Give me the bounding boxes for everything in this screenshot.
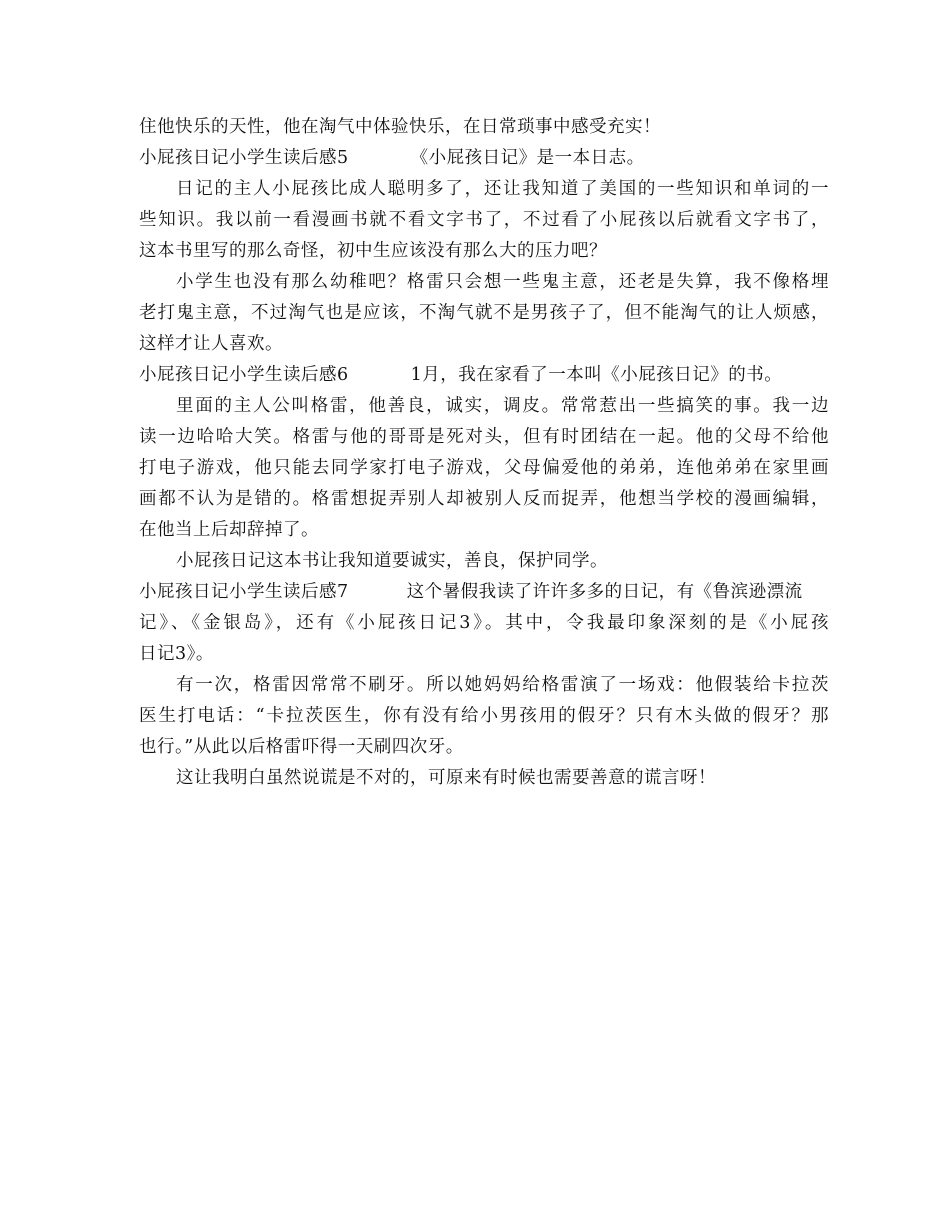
section-heading-line: [139, 360, 829, 391]
section-first-sentence: 这个暑假我读了许许多多的日记，有《鲁滨逊漂流: [406, 582, 803, 602]
paragraph-line: 这样才让人喜欢。: [139, 334, 283, 354]
paragraph-line: 小学生也没有那么幼稚吧？格雷只会想一些鬼主意，还老是失算，我不像格埋: [176, 272, 829, 292]
paragraph-line: 打电子游戏，他只能去同学家打电子游戏，父母偏爱他的弟弟，连他弟弟在家里画: [139, 458, 829, 478]
paragraph-line: 医生打电话：“卡拉茨医生，你有没有给小男孩用的假牙？只有木头做的假牙？那: [139, 706, 829, 726]
paragraph-line: 些知识。我以前一看漫画书就不看文字书了，不过看了小屁孩以后就看文字书了，: [139, 210, 829, 230]
document-page: [139, 112, 829, 794]
paragraph-line: 里面的主人公叫格雷，他善良，诚实，调皮。常常惹出一些搞笑的事。我一边: [176, 396, 829, 416]
section-heading-line: [139, 577, 829, 608]
paragraph-line: 这让我明白虽然说谎是不对的，可原来有时候也需要善意的谎言呀！: [176, 768, 716, 788]
section-heading-line: [139, 143, 829, 174]
paragraph-line: 小屁孩日记这本书让我知道要诚实，善良，保护同学。: [176, 551, 608, 571]
section-heading: 小屁孩日记小学生读后感7: [139, 582, 349, 602]
section-first-sentence: 1月，我在家看了一本叫《小屁孩日记》的书。: [410, 365, 783, 385]
paragraph-line: 老打鬼主意，不过淘气也是应该，不淘气就不是男孩子了，但不能淘气的让人烦感，: [139, 303, 829, 323]
paragraph-line: 记》、《金银岛》，还有《小屁孩日记3》。其中，令我最印象深刻的是《小屁孩: [139, 613, 829, 633]
paragraph-line: 这本书里写的那么奇怪，初中生应该没有那么大的压力吧？: [139, 241, 607, 261]
paragraph-line: 在他当上后却辞掉了。: [139, 520, 319, 540]
paragraph-line: 日记3》。: [139, 644, 214, 664]
paragraph-line: 日记的主人小屁孩比成人聪明多了，还让我知道了美国的一些知识和单词的一: [176, 179, 829, 199]
paragraph-line: 住他快乐的天性，他在淘气中体验快乐，在日常琐事中感受充实！: [139, 117, 661, 137]
paragraph-line: 有一次，格雷因常常不刷牙。所以她妈妈给格雷演了一场戏：他假装给卡拉茨: [176, 675, 829, 695]
paragraph-line: 读一边哈哈大笑。格雷与他的哥哥是死对头，但有时团结在一起。他的父母不给他: [139, 427, 829, 447]
section-heading: 小屁孩日记小学生读后感5: [139, 148, 349, 168]
section-first-sentence: 《小屁孩日记》是一本日志。: [410, 148, 645, 168]
paragraph-line: 也行。”从此以后格雷吓得一天刷四次牙。: [139, 737, 464, 757]
section-heading: 小屁孩日记小学生读后感6: [139, 365, 349, 385]
paragraph-line: 画都不认为是错的。格雷想捉弄别人却被别人反而捉弄，他想当学校的漫画编辑，: [139, 489, 829, 509]
